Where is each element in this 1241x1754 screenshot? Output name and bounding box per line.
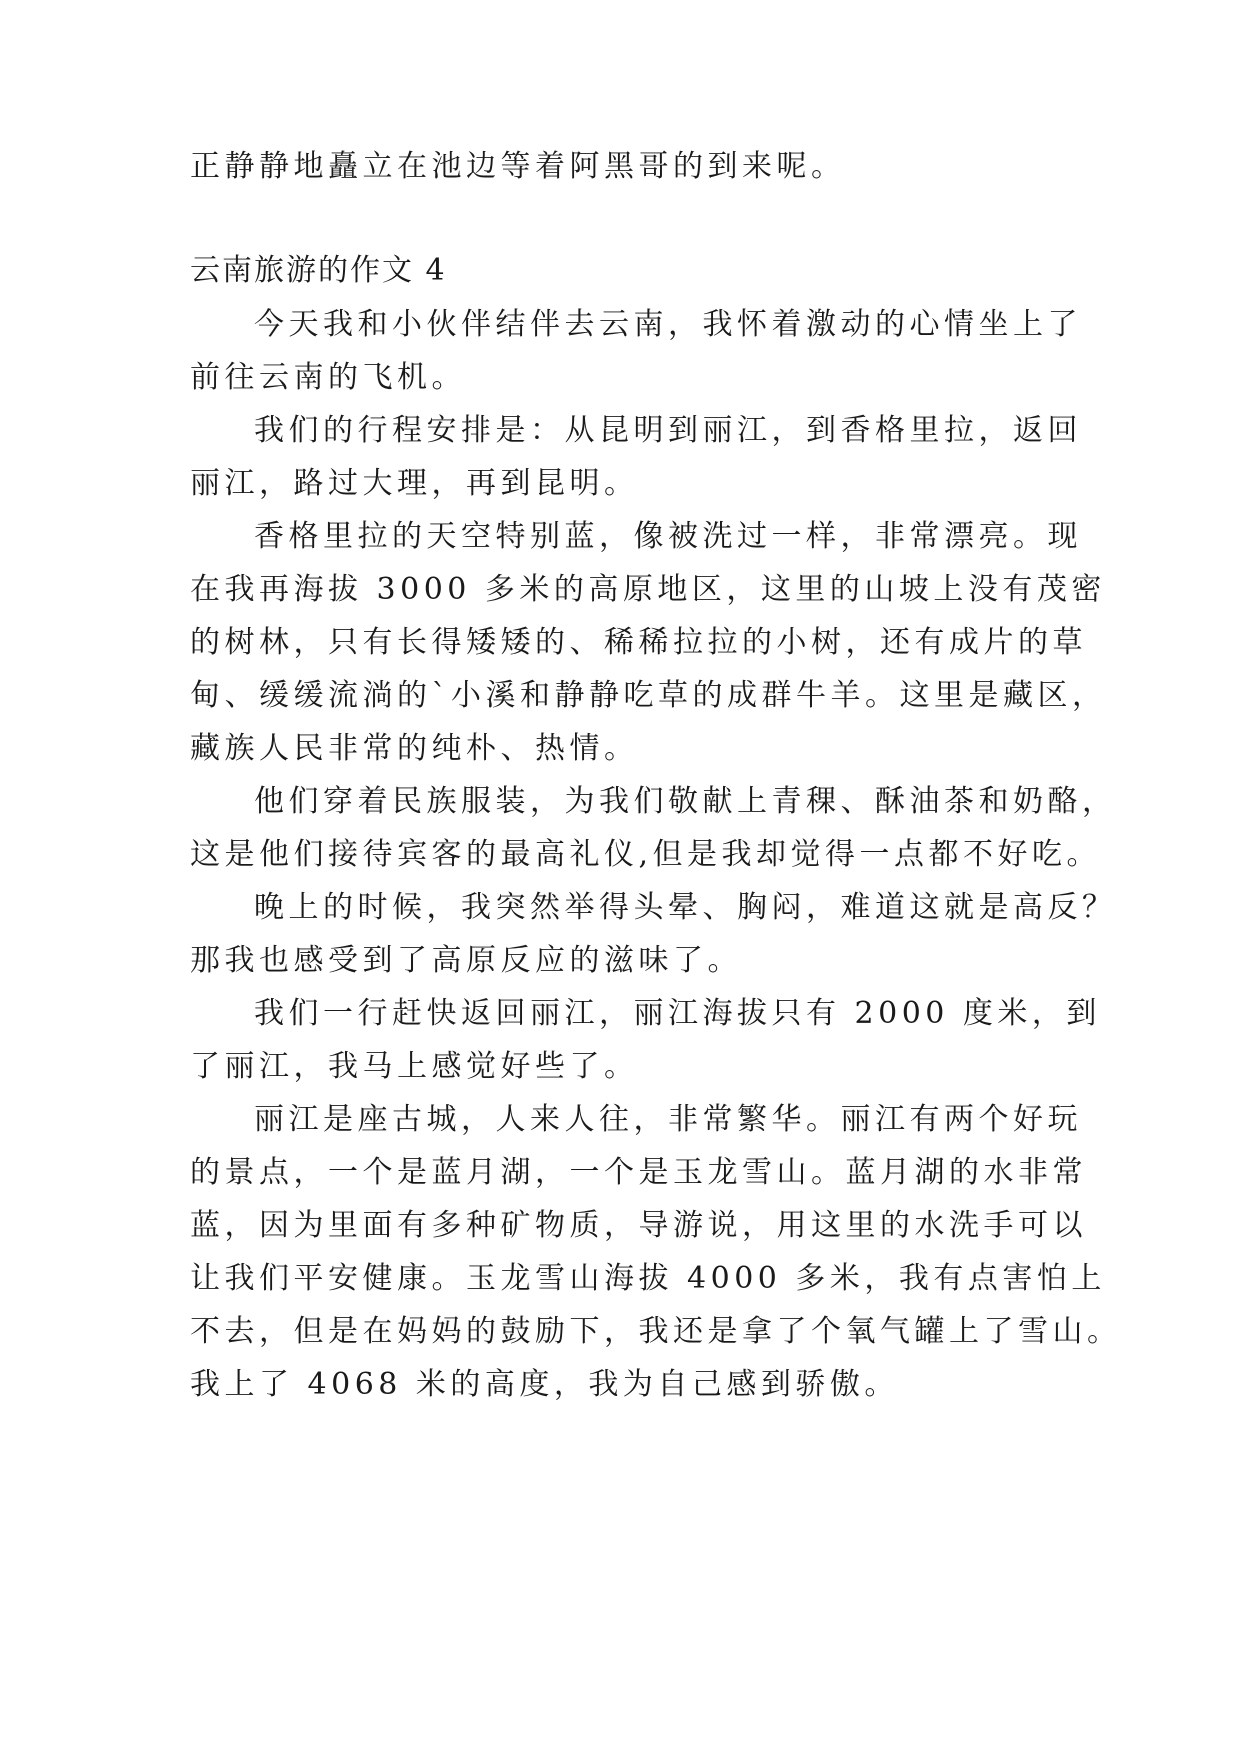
text-line: 晚上的时候，我突然举得头晕、胸闷，难道这就是高反？ [254,890,1117,925]
text-line: 了丽江，我马上感觉好些了。 [190,1049,639,1084]
text-line: 正静静地矗立在池边等着阿黑哥的到来呢。 [190,149,846,184]
essay-title: 云南旅游的作文 4 [190,253,447,288]
text-line: 这是他们接待宾客的最高礼仪,但是我却觉得一点都不好吃。 [190,837,1102,872]
text-line: 让我们平安健康。玉龙雪山海拔 4000 多米，我有点害怕上 [190,1261,1106,1296]
text-line: 的景点，一个是蓝月湖，一个是玉龙雪山。蓝月湖的水非常 [190,1155,1087,1190]
text-line: 我们的行程安排是：从昆明到丽江，到香格里拉，返回 [254,413,1082,448]
text-line: 藏族人民非常的纯朴、热情。 [190,731,639,766]
text-line: 我上了 4068 米的高度，我为自己感到骄傲。 [190,1367,899,1402]
text-line: 丽江是座古城，人来人往，非常繁华。丽江有两个好玩 [254,1102,1082,1137]
text-line: 不去，但是在妈妈的鼓励下，我还是拿了个氧气罐上了雪山。 [190,1314,1122,1349]
text-line: 我们一行赶快返回丽江，丽江海拔只有 2000 度米，到 [254,996,1101,1031]
text-line: 今天我和小伙伴结伴去云南，我怀着激动的心情坐上了 [254,307,1082,342]
text-line: 的树林，只有长得矮矮的、稀稀拉拉的小树，还有成片的草 [190,625,1087,660]
text-line: 丽江，路过大理，再到昆明。 [190,466,639,501]
text-line: 前往云南的飞机。 [190,360,466,395]
text-line: 甸、缓缓流淌的`小溪和静静吃草的成群牛羊。这里是藏区， [190,678,1107,713]
text-line: 在我再海拔 3000 多米的高原地区，这里的山坡上没有茂密 [190,572,1106,607]
text-line: 蓝，因为里面有多种矿物质，导游说，用这里的水洗手可以 [190,1208,1087,1243]
text-line: 香格里拉的天空特别蓝，像被洗过一样，非常漂亮。现 [254,519,1082,554]
text-line: 他们穿着民族服装，为我们敬献上青稞、酥油茶和奶酪， [254,784,1117,819]
text-line: 那我也感受到了高原反应的滋味了。 [190,943,742,978]
